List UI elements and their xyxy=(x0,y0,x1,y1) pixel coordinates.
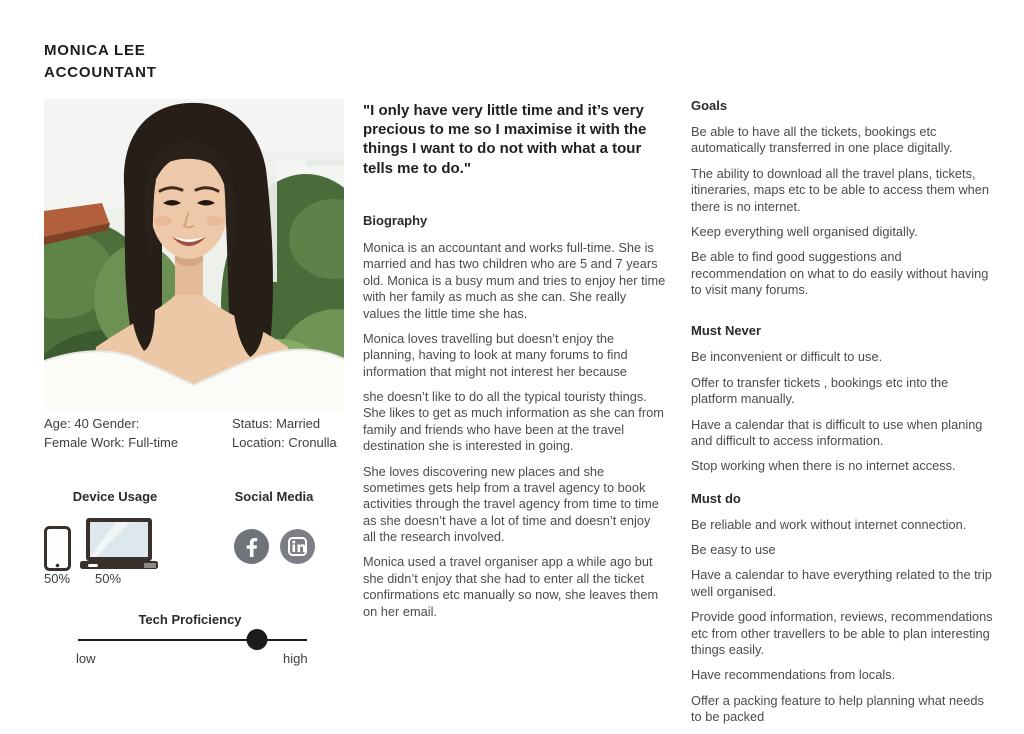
demo-status: Status: Married xyxy=(232,416,321,431)
demographics-right xyxy=(232,415,337,453)
must-never-item: Have a calendar that is difficult to use when planing and difficult to access information. xyxy=(691,416,983,448)
right-column xyxy=(691,98,993,734)
persona-title xyxy=(44,40,157,84)
tech-proficiency-thumb xyxy=(246,629,267,650)
tech-proficiency-high-label: high xyxy=(283,651,308,666)
goal-item: Keep everything well organised digitally. xyxy=(691,223,918,239)
tech-proficiency-title: Tech Proficiency xyxy=(138,612,242,627)
must-never-item: Offer to transfer tickets , bookings etc into the platform manually. xyxy=(691,374,949,407)
biography-paragraph: Monica is an accountant and works full-time. She is married and has two children who are 5 and 7 years old. Monica is a busy mum and tries to enjoy her time with her family as much as she can. She really values the little time she has. xyxy=(363,240,666,321)
goals-title: Goals xyxy=(691,98,728,113)
biography-paragraph: Monica used a travel organiser app a while ago but she didn’t enjoy that she had to enter all the ticket confirmations etc manually so now, she leaves them on her email. xyxy=(363,554,659,619)
demographics-left xyxy=(44,415,178,453)
must-do-item: Offer a packing feature to help planning what needs to be packed xyxy=(691,692,984,724)
persona-photo xyxy=(44,99,344,410)
demo-age-gender: Age: 40 Gender: xyxy=(44,416,140,431)
device-usage-title: Device Usage xyxy=(72,489,158,504)
laptop-icon xyxy=(80,518,158,575)
goal-item: Be able to have all the tickets, bookings etc automatically transferred in one place digitally. xyxy=(691,124,953,156)
must-do-title: Must do xyxy=(691,490,741,506)
must-never-section xyxy=(691,323,993,474)
demo-work: Female Work: Full-time xyxy=(44,434,179,450)
must-do-section xyxy=(691,491,993,726)
biography-section xyxy=(363,213,666,629)
must-do-item: Provide good information, reviews, recommendations etc from other travellers to be able to plan interesting things easily. xyxy=(691,609,993,657)
must-never-item: Stop working when there is no internet access. xyxy=(691,458,956,474)
goals-section xyxy=(691,98,993,298)
tech-proficiency-track xyxy=(78,639,307,641)
goal-item: Be able to find good suggestions and recommendation on what to do easily without having to visit many forums. xyxy=(691,249,989,297)
must-never-title: Must Never xyxy=(691,323,762,339)
must-do-item: Have recommendations from locals. xyxy=(691,667,896,683)
must-do-item: Be easy to use xyxy=(691,542,776,557)
social-media-icons xyxy=(234,529,315,569)
linkedin-icon xyxy=(280,529,315,569)
persona-quote: "I only have very little time and it’s very precious to me so I maximise it with the things I want to do not with what a tour tells me to do." xyxy=(363,102,647,177)
portrait-illustration xyxy=(44,99,344,410)
facebook-icon xyxy=(234,529,269,569)
biography-title: Biography xyxy=(363,213,428,228)
laptop-usage-value: 50% xyxy=(95,571,122,586)
phone-usage-value: 50% xyxy=(44,571,71,586)
biography-paragraph: She loves discovering new places and she sometimes gets help from a travel agency to book activities through the travel agency from time to time as she doesn’t have a lot of time and doesn’t enjoy all the research involved. xyxy=(363,463,659,544)
biography-paragraph: she doesn’t like to do all the typical touristy things. She likes to get as much information as she can from family and friends who have been at the travel destination she is interested in going. xyxy=(363,389,664,454)
persona-role: ACCOUNTANT xyxy=(44,63,157,81)
social-media-title: Social Media xyxy=(234,489,314,504)
must-never-item: Be inconvenient or difficult to use. xyxy=(691,349,883,365)
biography-paragraph: Monica loves travelling but doesn’t enjoy the planning, having to look at many forums to find information that might not interest her because xyxy=(363,330,628,379)
goal-item: The ability to download all the travel plans, tickets, itineraries, maps etc to be able to access them when there is no internet. xyxy=(691,165,990,214)
phone-icon xyxy=(44,526,71,576)
must-do-item: Be reliable and work without internet connection. xyxy=(691,516,967,532)
demo-location: Location: Cronulla xyxy=(232,434,337,450)
persona-name: MONICA LEE xyxy=(44,42,146,59)
tech-proficiency-low-label: low xyxy=(76,651,96,666)
must-do-item: Have a calendar to have everything related to the trip well organised. xyxy=(691,567,992,599)
